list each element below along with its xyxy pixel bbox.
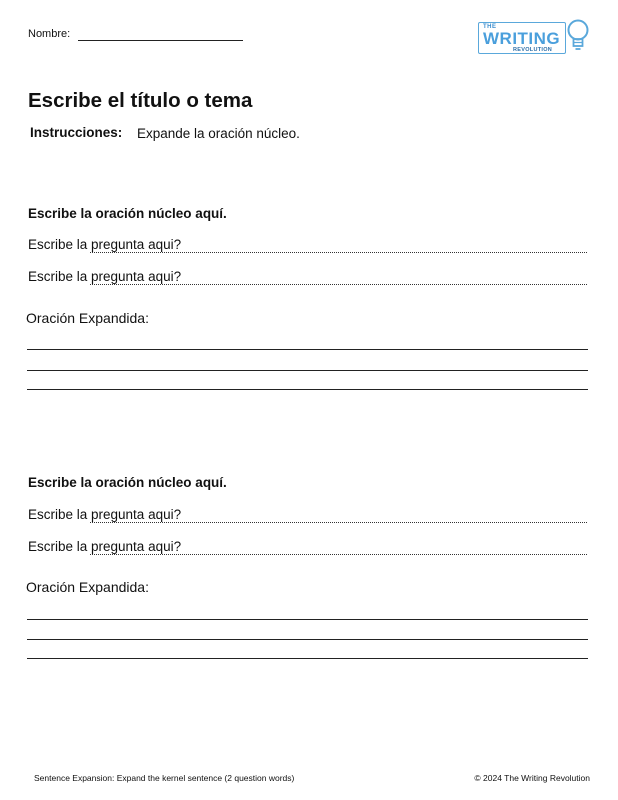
lightbulb-icon	[566, 18, 590, 54]
writing-line[interactable]	[27, 658, 588, 659]
question-prompt: Escribe la pregunta aqui?	[28, 539, 182, 554]
writing-line[interactable]	[27, 619, 588, 620]
question-answer-line[interactable]	[90, 252, 587, 253]
writing-line[interactable]	[27, 349, 588, 350]
logo-box	[478, 22, 566, 54]
kernel-sentence: Escribe la oración núcleo aquí.	[28, 206, 227, 221]
writing-line[interactable]	[27, 639, 588, 640]
instructions-text: Expande la oración núcleo.	[137, 126, 300, 141]
expanded-sentence-label: Oración Expandida:	[26, 310, 149, 326]
page-title: Escribe el título o tema	[28, 89, 253, 112]
instructions-label: Instrucciones:	[30, 125, 123, 140]
question-answer-line[interactable]	[90, 554, 587, 555]
kernel-sentence: Escribe la oración núcleo aquí.	[28, 475, 227, 490]
logo-revolution: REVOLUTION	[513, 47, 553, 53]
footer-description: Sentence Expansion: Expand the kernel sentence (2 question words)	[34, 773, 295, 783]
question-prompt: Escribe la pregunta aqui?	[28, 269, 182, 284]
question-answer-line[interactable]	[90, 522, 587, 523]
name-label: Nombre:	[28, 28, 71, 40]
name-field-line[interactable]	[78, 40, 243, 41]
footer-copyright: © 2024 The Writing Revolution	[474, 773, 590, 783]
logo-the: THE	[483, 24, 497, 30]
writing-revolution-logo	[478, 18, 592, 56]
expanded-sentence-label: Oración Expandida:	[26, 579, 149, 595]
writing-line[interactable]	[27, 370, 588, 371]
question-prompt: Escribe la pregunta aqui?	[28, 237, 182, 252]
question-prompt: Escribe la pregunta aqui?	[28, 507, 182, 522]
question-answer-line[interactable]	[90, 284, 587, 285]
logo-writing: WRITING	[483, 29, 561, 48]
writing-line[interactable]	[27, 389, 588, 390]
